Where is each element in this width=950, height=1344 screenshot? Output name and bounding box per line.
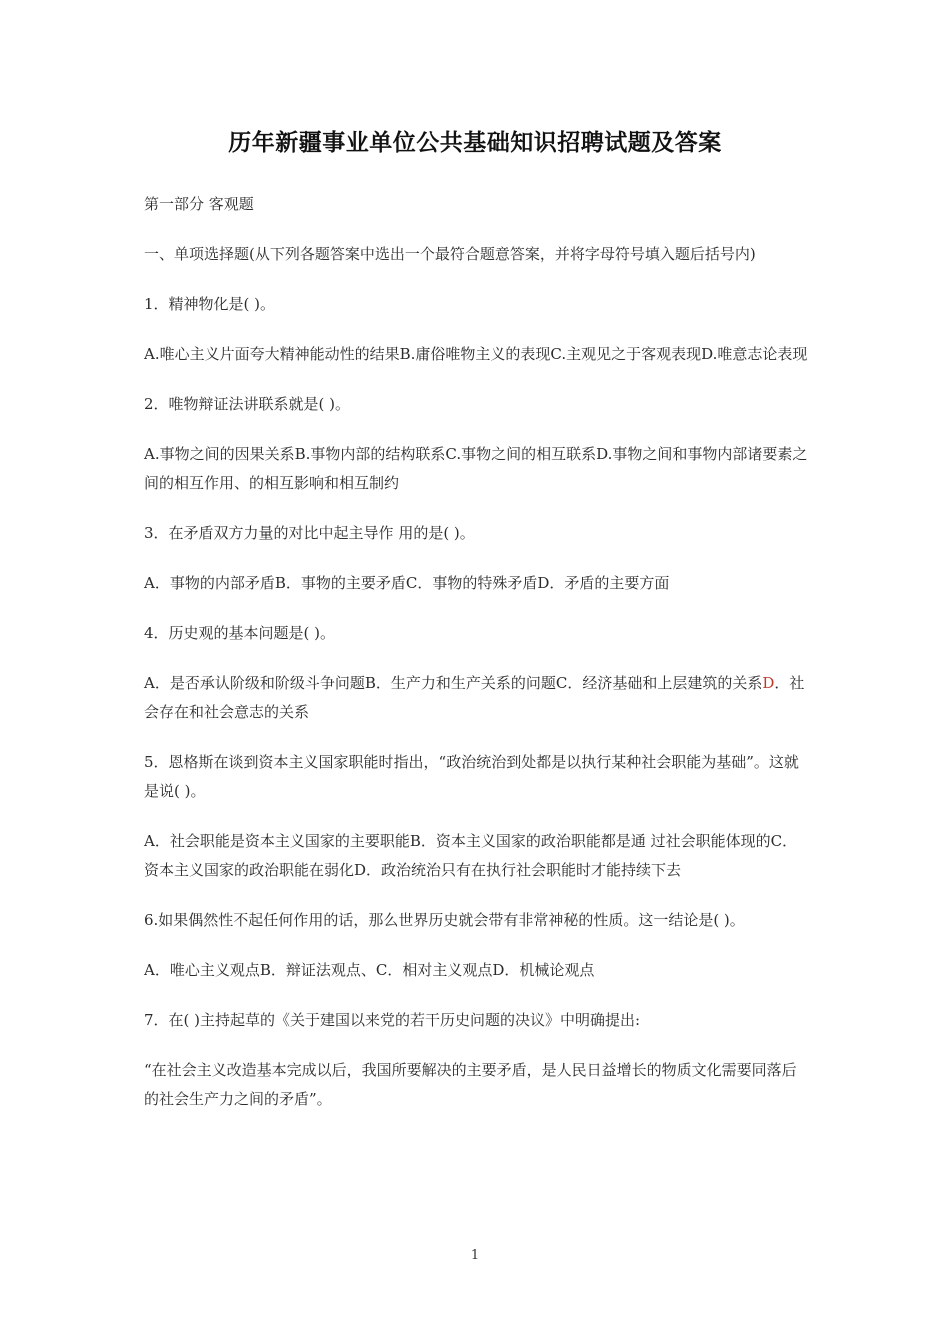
section-instruction: 一、单项选择题(从下列各题答案中选出一个最符合题意答案，并将字母符号填入题后括号内) <box>144 245 756 263</box>
question-5-options: A．社会职能是资本主义国家的主要职能B．资本主义国家的政治职能都是通 过社会职能体现的C．资本主义国家的政治职能在弱化D．政治统治只有在执行社会职能时才能持续下去 <box>144 832 798 879</box>
question-4-option-d-letter: D <box>762 674 775 692</box>
question-5: 5．恩格斯在谈到资本主义国家职能时指出，“政治统治到处都是以执行某种社会职能为基础”。这就是说( )。 <box>144 753 799 800</box>
document-title: 历年新疆事业单位公共基础知识招聘试题及答案 <box>228 129 722 156</box>
question-4-options <box>144 669 810 727</box>
question-7-quote: “在社会主义改造基本完成以后，我国所要解决的主要矛盾，是人民日益增长的物质文化需要同落后的社会生产力之间的矛盾”。 <box>144 1061 797 1108</box>
question-3-options: A．事物的内部矛盾B．事物的主要矛盾C．事物的特殊矛盾D．矛盾的主要方面 <box>144 574 670 592</box>
question-4: 4．历史观的基本问题是( )。 <box>144 624 336 642</box>
question-7: 7．在( )主持起草的《关于建国以来党的若干历史问题的决议》中明确提出: <box>144 1011 641 1029</box>
section-heading: 第一部分 客观题 <box>144 195 254 213</box>
document-body <box>144 190 810 1135</box>
question-1: 1．精神物化是( )。 <box>144 295 276 313</box>
question-2-options: A.事物之间的因果关系B.事物内部的结构联系C.事物之间的相互联系D.事物之间和事物内部诸要素之间的相互作用、的相互影响和相互制约 <box>144 445 808 492</box>
question-2: 2．唯物辩证法讲联系就是( )。 <box>144 395 351 413</box>
page-number: 1 <box>470 1248 480 1263</box>
question-3: 3．在矛盾双方力量的对比中起主导作 用的是( )。 <box>144 524 475 542</box>
question-4-options-part1: A．是否承认阶级和阶级斗争问题B．生产力和生产关系的问题C．经济基础和上层建筑的关系 <box>144 674 763 692</box>
question-1-options: A.唯心主义片面夸大精神能动性的结果B.庸俗唯物主义的表现C.主观见之于客观表现D.唯意志论表现 <box>144 345 808 363</box>
question-6: 6.如果偶然性不起任何作用的话，那么世界历史就会带有非常神秘的性质。这一结论是( )。 <box>144 911 745 929</box>
question-6-options: A．唯心主义观点B．辩证法观点、C．相对主义观点D．机械论观点 <box>144 961 595 979</box>
question-4-options-part2: ．社会存在和社会意志的关系 <box>144 674 805 721</box>
